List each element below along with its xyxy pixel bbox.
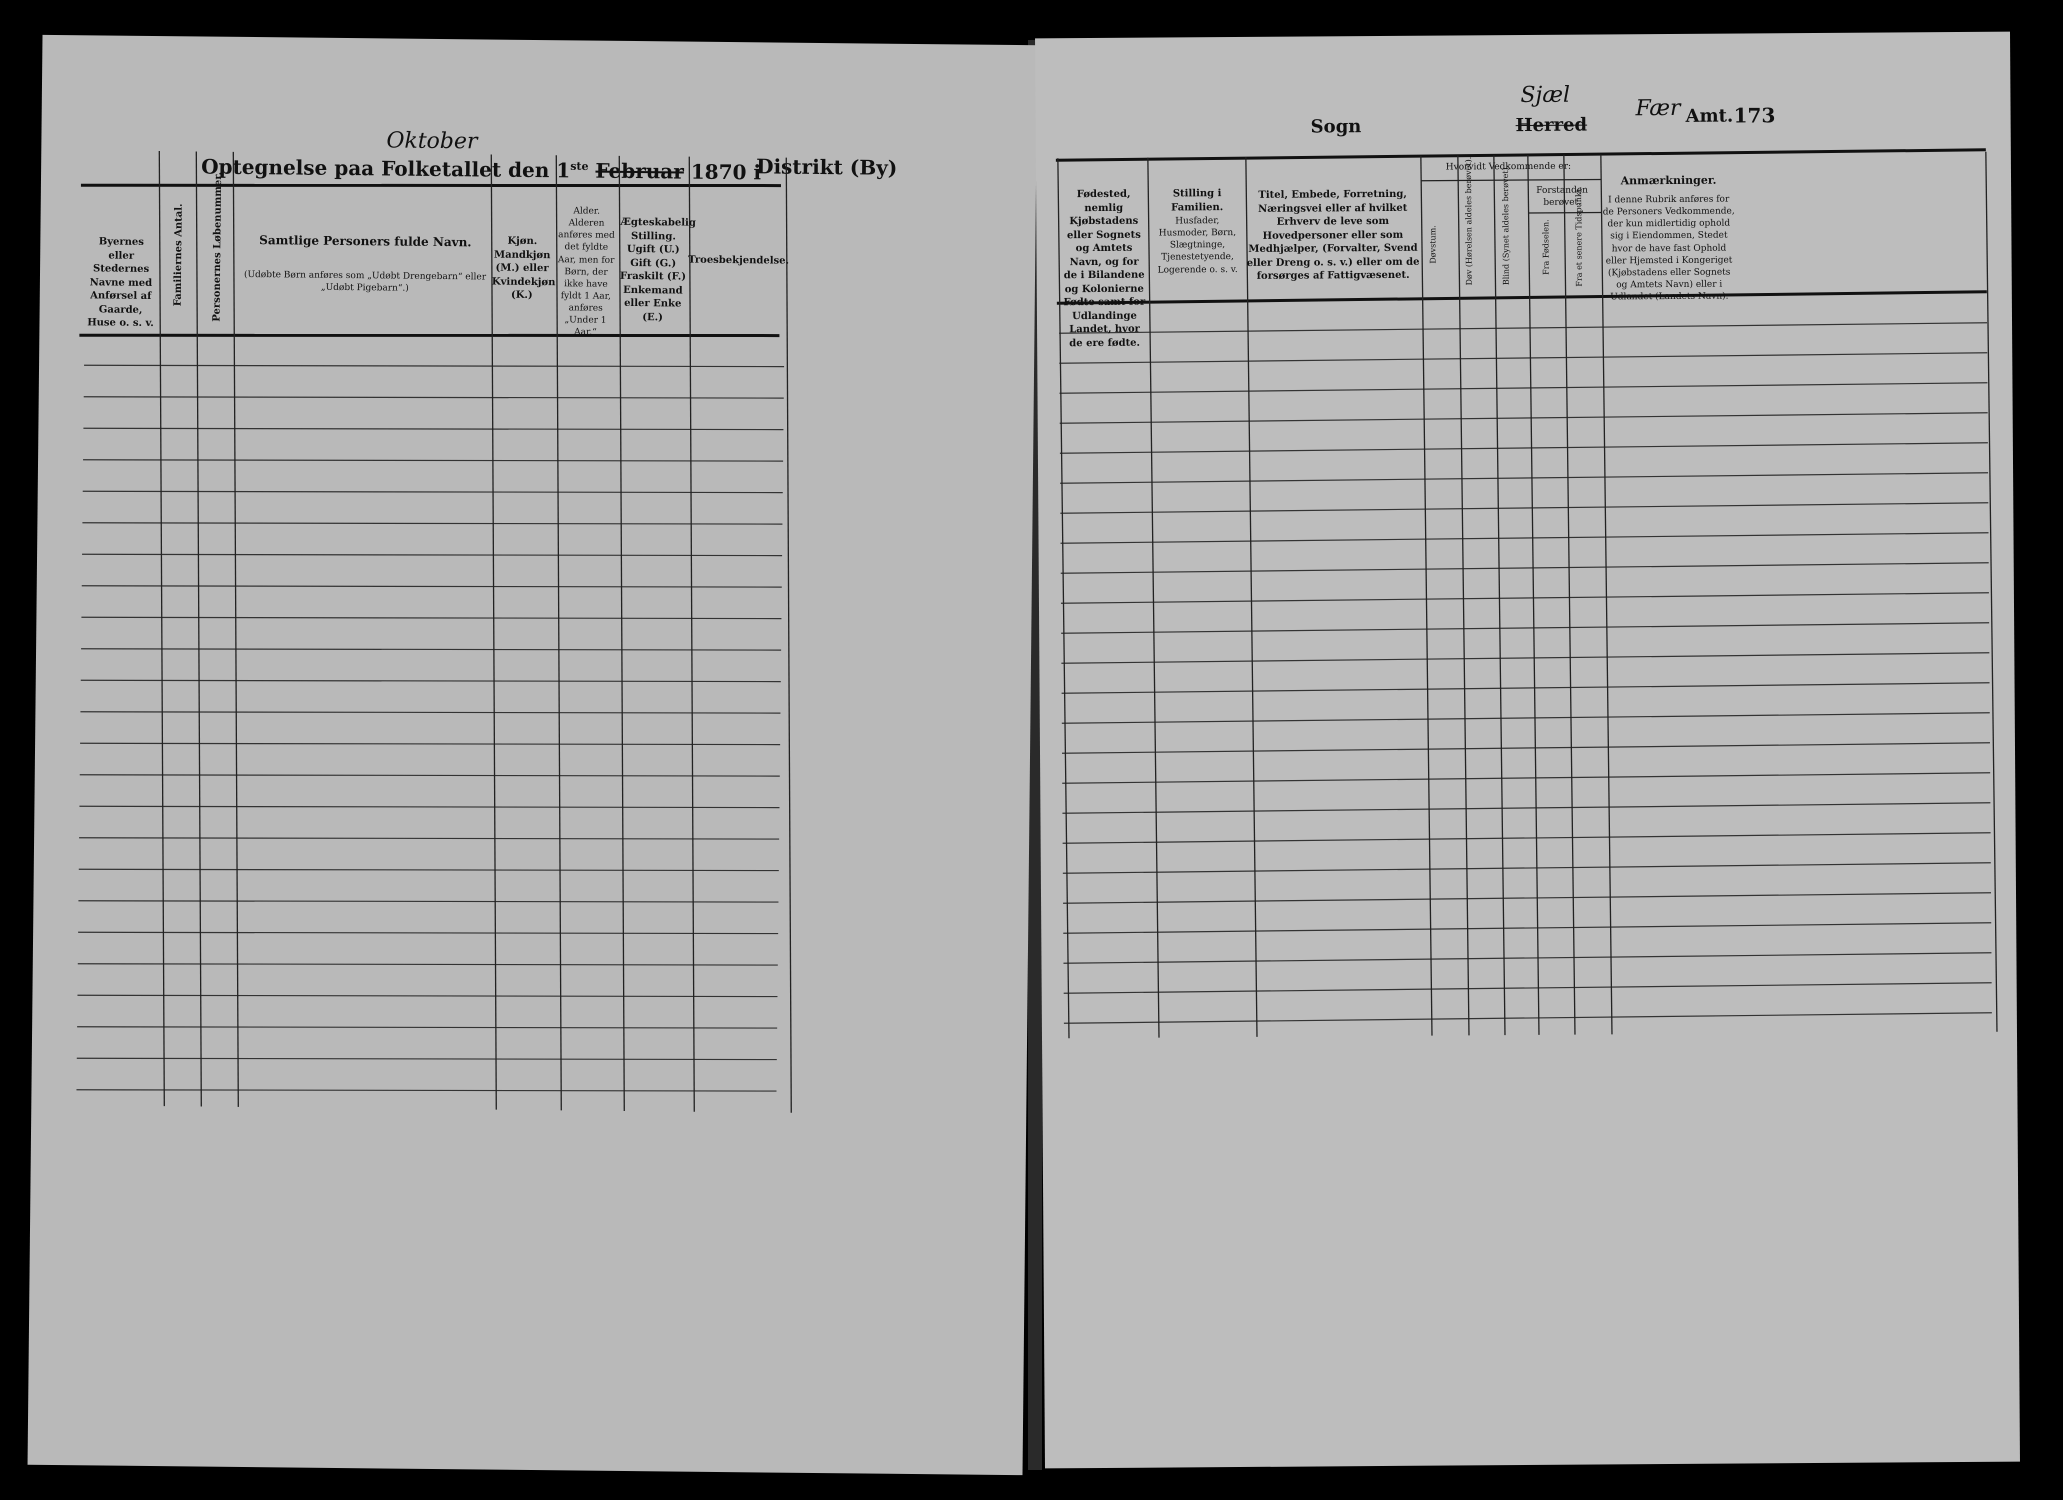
col-blind-header: Blind (Synet aldeles berøvet). (1500, 164, 1511, 286)
right-header-subrule (1421, 179, 1601, 180)
right-ruled-row (1060, 503, 1988, 513)
left-ruled-row (82, 517, 782, 530)
page-number: 173 (1733, 103, 1776, 128)
right-ruled-row (1059, 353, 1987, 363)
col-names-header: Samtlige Personers fulde Navn. (259, 233, 472, 250)
col-names-subheader: (Udøbte Børn anføres som „Udøbt Drengebarn“ eller „Udøbt Pigebarn“.) (243, 269, 487, 294)
left-column-rule (186, 151, 211, 1106)
col-remarks-subheader: I denne Rubrik anføres for de Personers Vedkommende, der kun midlertidig ophold sig i Eiendommen, Stedet hvor de have fast Ophold eller Hjemsted i Kongeriget (Kjøbstadens eller Sognets og Amtets Navn) eller i Udlandet (Landets Navn). (1602, 194, 1735, 303)
left-ruled-row (82, 548, 782, 561)
herred-label: Herred (1515, 114, 1588, 137)
right-ruled-row (1062, 713, 1990, 723)
left-ruled-row (80, 706, 780, 719)
right-ruled-row (1063, 893, 1991, 903)
handwritten-month: Oktober (386, 128, 478, 155)
right-column-rule (1458, 155, 1469, 1035)
left-ruled-row (78, 895, 778, 908)
left-page (28, 35, 1038, 1475)
col-from-birth-header: Fra Fødselen. (1541, 219, 1551, 275)
right-ruled-row (1059, 383, 1987, 393)
right-ruled-row (1060, 413, 1988, 423)
col-later-header: Fra et senere Tidspunkt. (1574, 186, 1584, 287)
right-column-rule (1421, 156, 1432, 1036)
right-ruled-row (1061, 563, 1989, 573)
col-family-count-header: Familiernes Antal. (172, 203, 185, 307)
left-ruled-row (83, 485, 783, 498)
left-ruled-row (81, 674, 781, 687)
left-ruled-row (79, 800, 779, 813)
col-faith-header: Troesbekjendelse. (688, 254, 790, 267)
right-ruled-row (1064, 1013, 1992, 1023)
left-ruled-row (81, 643, 781, 656)
right-ruled-row (1061, 653, 1989, 663)
col-remarks-header: Anmærkninger. (1620, 173, 1717, 188)
right-ruled-row (1061, 533, 1989, 543)
col-marital-header: Ægteskabelig Stilling. Ugift (U.) Gift (G.) Fraskilt (F.) Enkemand eller Enke (E.) (619, 216, 696, 323)
left-ruled-row (78, 926, 778, 939)
right-column-rule (1986, 152, 1997, 1032)
right-ruled-row (1060, 443, 1988, 453)
left-ruled-row (83, 422, 783, 435)
left-page-title: Optegnelse paa Folketallet den 1ste Februar 1870 i (201, 154, 762, 185)
right-header-subrule (1528, 212, 1601, 213)
col-farms-header: Byernes eller Stedernes Navne med Anførsel af Gaarde, Huse o. s. v. (87, 236, 154, 330)
left-ruled-row (77, 1052, 777, 1065)
right-column-rule (1494, 155, 1505, 1035)
right-ruled-row (1062, 803, 1990, 813)
right-ruled-row (1061, 623, 1989, 633)
right-ruled-row (1063, 923, 1991, 933)
col-family-position-header: Stilling i Familien. (1171, 188, 1224, 213)
right-ruled-row (1063, 833, 1991, 843)
district-label: Distrikt (By) (756, 154, 898, 180)
right-ruled-row (1063, 863, 1991, 873)
left-ruled-row (84, 391, 784, 404)
left-ruled-row (79, 832, 779, 845)
col-age-header: Alder. Alderen anføres med det fyldte Aar, men for Børn, der ikke have fyldt 1 Aar, anføres „Under 1 Aar.“ (557, 206, 615, 339)
left-ruled-row (82, 580, 782, 593)
col-insane-header: Døv (Hørelsen aldeles berøvet). (1463, 156, 1474, 286)
left-ruled-row (83, 454, 783, 467)
left-ruled-row (78, 958, 778, 971)
right-column-rule (1246, 157, 1257, 1037)
left-ruled-row (79, 863, 779, 876)
amt-label: Amt. (1685, 105, 1734, 127)
col-occupation-header: Titel, Embede, Forretning, Næringsvei eller af hvilket Erhverv de leve som Hovedpersoner eller som Medhjælper, (Forvalter, Svend eller Dreng o. s. v.) eller om de forsørges af Fattigvæsenet. (1246, 188, 1420, 282)
col-person-number-header: Personernes Løbenummer. (211, 171, 225, 322)
left-ruled-row (77, 989, 777, 1002)
col-birthplace-header: Fødested, nemlig Kjøbstadens eller Sognets og Amtets Navn, og for de i Bilandene og Kolonierne Fødte samt for Udlandinge Landet, hvor de ere fødte. (1063, 188, 1146, 349)
col-mind-group-header: Forstanden berøvet. (1536, 185, 1589, 209)
right-ruled-row (1060, 473, 1988, 483)
col-deaf-header: Døvstum. (1428, 225, 1438, 264)
right-ruled-row (1062, 773, 1990, 783)
col-family-position-subheader: Husfader, Husmoder, Børn, Slægtninge, Tjenestetyende, Logerende o. s. v. (1157, 216, 1238, 276)
left-column-rule (776, 158, 801, 1113)
right-column-rule (1564, 155, 1575, 1035)
right-column-rule (1528, 155, 1539, 1035)
handwritten-herred: Sjæl (1520, 82, 1571, 109)
left-ruled-row (80, 769, 780, 782)
right-ruled-row (1059, 323, 1987, 333)
right-ruled-row (1064, 983, 1992, 993)
left-ruled-row (81, 611, 781, 624)
left-ruled-row (76, 1084, 776, 1097)
left-ruled-row (80, 737, 780, 750)
right-column-rule (1148, 158, 1159, 1038)
left-ruled-row (77, 1021, 777, 1034)
col-sex-header: Kjøn. Mandkjøn (M.) eller Kvindekjøn (K.) (491, 235, 556, 301)
right-page (1035, 32, 2020, 1469)
left-ruled-row (84, 359, 784, 372)
right-ruled-row (1062, 683, 1990, 693)
sogn-label: Sogn (1310, 116, 1362, 138)
right-ruled-row (1061, 593, 1989, 603)
handwritten-amt: Fær (1635, 95, 1681, 122)
right-ruled-row (1063, 953, 1991, 963)
col-disability-group-header: Hvorvidt Vedkommende er: (1445, 161, 1572, 173)
right-ruled-row (1062, 743, 1990, 753)
